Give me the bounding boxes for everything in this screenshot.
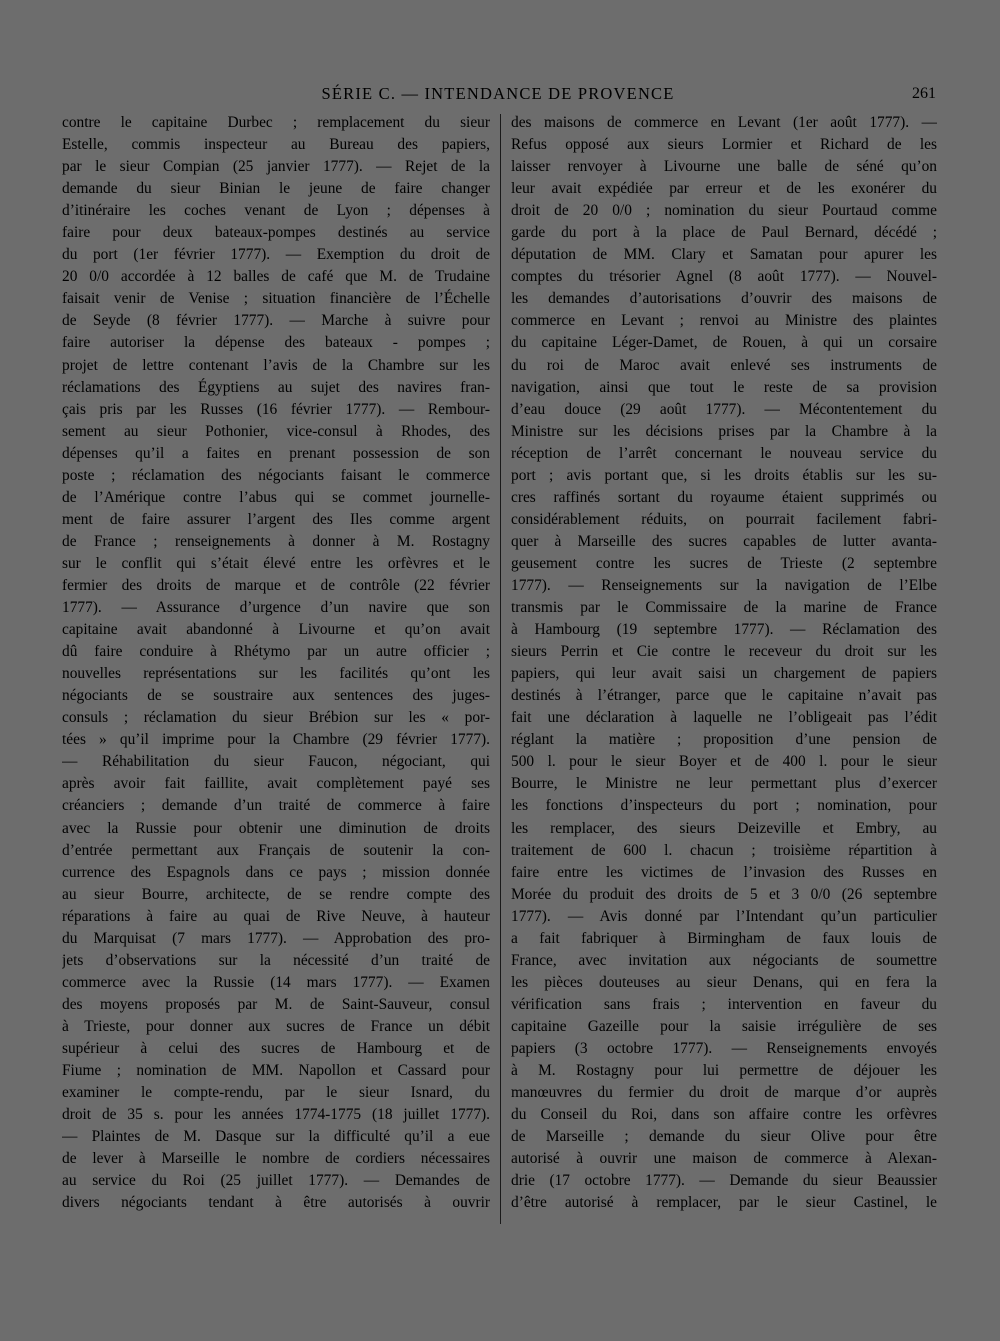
text-line: créanciers ; demande d’un traité de commerce à faire <box>62 797 490 815</box>
text-line: de l’Amérique contre l’abus qui se commet journelle- <box>62 488 490 506</box>
text-line: projet de lettre contenant l’avis de la Chambre sur les <box>62 356 490 374</box>
text-line: d’itinéraire les coches venant de Lyon ; dépenses à <box>62 202 490 220</box>
column-divider <box>500 114 501 1224</box>
text-line: après avoir fait faillite, avait complètement payé ses <box>62 775 490 793</box>
text-line: transmis par le Commissaire de la marine de France <box>511 599 937 617</box>
running-header <box>60 84 936 108</box>
text-line: geusement contre les sucres de Trieste (2 septembre <box>511 554 937 572</box>
text-line: par le sieur Compian (25 janvier 1777). — Rejet de la <box>62 158 490 176</box>
text-line: du port (1er février 1777). — Exemption du droit de <box>62 246 490 264</box>
text-line: cres raffinés sortant du royaume étaient supprimés ou <box>511 488 937 506</box>
text-line: papiers (3 octobre 1777). — Renseignements envoyés <box>511 1039 937 1057</box>
text-line: demande du sieur Binian le jeune de faire changer <box>62 180 490 198</box>
text-line: destinés à l’étranger, parce que le capitaine n’avait pas <box>511 687 937 705</box>
text-line: sement au sieur Pothonier, vice-consul à Rhodes, des <box>62 422 490 440</box>
text-line: France, avec invitation aux négociants de soumettre <box>511 951 937 969</box>
text-line: de lever à Marseille le nombre de cordiers nécessaires <box>62 1150 490 1168</box>
text-line: des moyens proposés par M. de Saint-Sauveur, consul <box>62 995 490 1013</box>
text-line: papiers, qui leur avait saisi un chargement de papiers <box>511 665 937 683</box>
text-line: les fonctions d’inspecteurs du port ; nomination, pour <box>511 797 937 815</box>
text-line: les remplacer, des sieurs Deizeville et Embry, au <box>511 819 937 837</box>
text-line: de Seyde (8 février 1777). — Marche à suivre pour <box>62 312 490 330</box>
text-line: commerce avec la Russie (14 mars 1777). — Examen <box>62 973 490 991</box>
text-line: Ministre sur les décisions prises par la Chambre à la <box>511 422 937 440</box>
text-line: a fait fabriquer à Birmingham de faux louis de <box>511 929 937 947</box>
text-line: currence des Espagnols dans ce pays ; mission donnée <box>62 863 490 881</box>
text-line: sur le conflit qui s’était élevé entre les orfèvres et le <box>62 554 490 572</box>
text-line: 1777). — Assurance d’urgence d’un navire que son <box>62 599 490 617</box>
text-line: Bourre, le Ministre ne leur permettant plus d’exercer <box>511 775 937 793</box>
text-line: consuls ; réclamation du sieur Brébion sur les « por- <box>62 709 490 727</box>
text-line: d’être autorisé à remplacer, par le sieur Castinel, le <box>511 1194 937 1212</box>
text-line: traitement de 600 l. chacun ; troisième répartition à <box>511 841 937 859</box>
text-line: port ; avis portant que, si les droits établis sur les su- <box>511 466 937 484</box>
page-number: 261 <box>912 85 936 102</box>
text-line: çais pris par les Russes (16 février 1777). — Rembour- <box>62 400 490 418</box>
text-line: faisait venir de Venise ; situation financière de l’Échelle <box>62 290 490 308</box>
text-line: dépenses qu’il a faites en prenant possession de son <box>62 444 490 462</box>
text-line: les pièces douteuses au sieur Denans, qui en fera la <box>511 973 937 991</box>
text-line: contre le capitaine Durbec ; remplacement du sieur <box>62 114 490 131</box>
text-line: ment de faire assurer l’argent des Iles comme argent <box>62 510 490 528</box>
text-line: au service du Roi (25 juillet 1777). — Demandes de <box>62 1172 490 1190</box>
text-line: tées » qu’il imprime pour la Chambre (29 février 1777). <box>62 731 490 749</box>
text-line: quer à Marseille des sucres capables de lutter avanta- <box>511 532 937 550</box>
text-line: 1777). — Avis donné par l’Intendant qu’un particulier <box>511 907 937 925</box>
text-line: faire autoriser la dépense des bateaux - pompes ; <box>62 334 490 352</box>
text-line: d’eau douce (29 août 1777). — Mécontentement du <box>511 400 937 418</box>
text-line: fait une déclaration à laquelle ne l’obligeait pas l’édit <box>511 709 937 727</box>
text-line: vérification sans frais ; intervention en faveur du <box>511 995 937 1013</box>
text-line: les demandes d’autorisations d’ouvrir des maisons de <box>511 290 937 308</box>
text-line: 20 0/0 accordée à 12 balles de café que M. de Trudaine <box>62 268 490 286</box>
text-line: poste ; réclamation des négociants faisant le commerce <box>62 466 490 484</box>
text-line: faire pour deux bateaux-pompes destinés au service <box>62 224 490 242</box>
text-line: du Marquisat (7 mars 1777). — Approbation des pro- <box>62 929 490 947</box>
text-line: navigation, ainsi que tout le reste de sa provision <box>511 378 937 396</box>
text-line: sieurs Perrin et Cie contre le receveur du droit sur les <box>511 643 937 661</box>
text-line: capitaine Gazeille pour la saisie irrégulière de ses <box>511 1017 937 1035</box>
text-line: droit de 35 s. pour les années 1774-1775 (18 juillet 1777). <box>62 1106 490 1124</box>
text-line: Refus opposé aux sieurs Lormier et Richard de les <box>511 136 937 154</box>
text-line: laisser renvoyer à Livourne une balle de séné qu’on <box>511 158 937 176</box>
text-line: Estelle, commis inspecteur au Bureau des papiers, <box>62 136 490 154</box>
text-line: réclamations des Égyptiens au sujet des navires fran- <box>62 378 490 396</box>
text-line: des maisons de commerce en Levant (1er août 1777). — <box>511 114 937 131</box>
text-line: examiner le compte-rendu, par le sieur Isnard, du <box>62 1084 490 1102</box>
text-line: — Plaintes de M. Dasque sur la difficulté qu’il a eue <box>62 1128 490 1146</box>
text-line: considérablement réduits, on pourrait facilement fabri- <box>511 510 937 528</box>
text-line: jets d’observations sur la nécessité d’un traité de <box>62 951 490 969</box>
text-line: députation de MM. Clary et Samatan pour apurer les <box>511 246 937 264</box>
text-line: autorisé à ouvrir une maison de commerce à Alexan- <box>511 1150 937 1168</box>
text-line: avec la Russie pour obtenir une diminution de droits <box>62 819 490 837</box>
text-line: d’entrée permettant aux Français de soutenir la con- <box>62 841 490 859</box>
text-line: comptes du trésorier Agnel (8 août 1777). — Nouvel- <box>511 268 937 286</box>
text-line: du roi de Maroc avait enlevé ses instruments de <box>511 356 937 374</box>
text-line: réception de l’arrêt concernant le nouveau service du <box>511 444 937 462</box>
text-line: réparations à faire au quai de Rive Neuve, à hauteur <box>62 907 490 925</box>
text-line: manœuvres du fermier du droit de marque d’or auprès <box>511 1084 937 1102</box>
text-line: garde du port à la place de Paul Bernard, décédé ; <box>511 224 937 242</box>
left-column <box>62 112 490 1214</box>
text-line: — Réhabilitation du sieur Faucon, négociant, qui <box>62 753 490 771</box>
text-line: supérieur à celui des sucres de Hambourg et de <box>62 1039 490 1057</box>
text-line: drie (17 octobre 1777). — Demande du sieur Beaussier <box>511 1172 937 1190</box>
text-line: du capitaine Léger-Damet, de Rouen, à qui un corsaire <box>511 334 937 352</box>
text-line: nouvelles représentations sur les facilités qu’ont les <box>62 665 490 683</box>
text-line: à Trieste, pour donner aux sucres de France un débit <box>62 1017 490 1035</box>
text-line: 500 l. pour le sieur Boyer et de 400 l. pour le sieur <box>511 753 937 771</box>
text-line: Fiume ; nomination de MM. Napollon et Cassard pour <box>62 1062 490 1080</box>
text-line: divers négociants tendant à être autorisés à ouvrir <box>62 1194 490 1212</box>
text-line: à Hambourg (19 septembre 1777). — Réclamation des <box>511 621 937 639</box>
text-line: capitaine avait abandonné à Livourne et qu’on avait <box>62 621 490 639</box>
text-line: dû faire conduire à Rhétymo par un autre officier ; <box>62 643 490 661</box>
text-line: réglant la matière ; proposition d’une pension de <box>511 731 937 749</box>
text-line: au sieur Bourre, architecte, de se rendre compte des <box>62 885 490 903</box>
text-line: leur avait expédiée par erreur et de les exonérer du <box>511 180 937 198</box>
text-line: commerce en Levant ; renvoi au Ministre des plaintes <box>511 312 937 330</box>
text-line: Morée du produit des droits de 5 et 3 0/0 (26 septembre <box>511 885 937 903</box>
text-line: faire entre les victimes de l’invasion des Russes en <box>511 863 937 881</box>
text-line: 1777). — Renseignements sur la navigation de l’Elbe <box>511 576 937 594</box>
text-line: fermier des droits de marque et de contrôle (22 février <box>62 576 490 594</box>
text-line: du Conseil du Roi, dans son affaire contre les orfèvres <box>511 1106 937 1124</box>
header-title: SÉRIE C. — INTENDANCE DE PROVENCE <box>321 84 675 103</box>
text-line: droit de 20 0/0 ; nomination du sieur Pourtaud comme <box>511 202 937 220</box>
text-line: de France ; renseignements à donner à M. Rostagny <box>62 532 490 550</box>
right-column <box>511 112 937 1214</box>
text-line: négociants de se soustraire aux sentences des juges- <box>62 687 490 705</box>
text-line: à M. Rostagny pour lui permettre de déjouer les <box>511 1062 937 1080</box>
text-line: de Marseille ; demande du sieur Olive pour être <box>511 1128 937 1146</box>
